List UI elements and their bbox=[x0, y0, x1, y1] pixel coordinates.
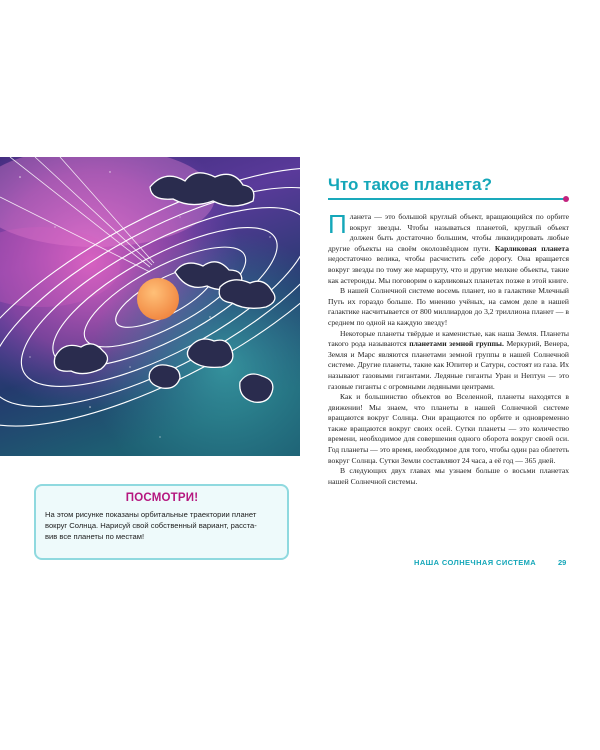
drop-cap: П bbox=[328, 209, 347, 239]
paragraph-text: недостаточно велика, чтобы расчистить себе дорогу. Она вращается вокруг звезды по тому же маршруту, что и другие мелкие объекты, такие как астероиды. Мы поговорим о карликовых планетах позже в этой книге. bbox=[328, 254, 569, 285]
title-underline bbox=[328, 198, 566, 200]
paragraph bbox=[328, 329, 569, 393]
term-terrestrial-planets: планетами земной группы. bbox=[409, 339, 504, 349]
paragraph-text: Меркурий, Венера, Земля и Марс являются планетами земной группы в нашей Солнечной системе. Другие планеты, такие как Юпитер и Сатурн, состоят из газа. Их называют газовыми гигантами. Ледяные гиганты Уран и Нептун — это газовые гиганты с огромными ледяными центрами. bbox=[328, 339, 569, 391]
page-number: 29 bbox=[558, 558, 567, 567]
callout-line: На этом рисунке показаны орбитальные траектории планет bbox=[45, 510, 257, 519]
paragraph-text: Некоторые планеты твёрдые и каменистые, как наша Земля. Планеты такого рода называются bbox=[328, 328, 569, 349]
paragraph: Как и большинство объектов во Вселенной, планеты находятся в движении! Мы знаем, что планеты в нашей Солнечной системе вращаются вокруг Солнца. Они вращаются по орбите и одновременно также вращаются вокруг своих осей. Сутки планеты — это количество времени, необходимое для совершения одного оборота вокруг своей оси. Год планеты — это время, необходимое для того, чтобы один раз облететь вокруг Солнца. Сутки Земли составляют 24 часа, а её год — 365 дней. bbox=[328, 392, 569, 465]
paragraph bbox=[328, 209, 569, 286]
paragraph: В нашей Солнечной системе восемь планет, но в галактике Млечный Путь их гораздо больше. По мнению учёных, на самом деле в нашей галактике насчитывается от 800 миллиардов до 3,2 триллиона планет — в среднем по одной на каждую звезду! bbox=[328, 286, 569, 327]
callout-line: вокруг Солнца. Нарисуй свой собственный вариант, расста- bbox=[45, 521, 257, 530]
solar-system-illustration bbox=[0, 157, 300, 456]
article-body bbox=[328, 209, 569, 487]
sun-icon bbox=[137, 278, 179, 320]
orbit-artwork bbox=[0, 157, 300, 456]
title-underline-dot bbox=[563, 196, 569, 202]
paragraph-text: ланета — это большой круглый объект, вращающийся по орбите вокруг звезды. Чтобы называться планетой, круглый объект должен быть достаточно большим, чтобы ликвидировать любые другие объекты на своём околозвёздном пути. bbox=[328, 212, 569, 253]
page-title: Что такое планета? bbox=[328, 175, 492, 194]
paragraph: В следующих двух главах мы узнаем больше о восьми планетах нашей Солнечной системы. bbox=[328, 466, 569, 486]
running-footer-section: НАША СОЛНЕЧНАЯ СИСТЕМА bbox=[414, 558, 537, 567]
callout-text bbox=[45, 509, 279, 542]
look-callout-box bbox=[34, 484, 289, 560]
callout-title: ПОСМОТРИ! bbox=[125, 492, 199, 504]
callout-line: вив все планеты по местам! bbox=[45, 532, 145, 541]
term-dwarf-planet: Карликовая планета bbox=[494, 243, 569, 253]
